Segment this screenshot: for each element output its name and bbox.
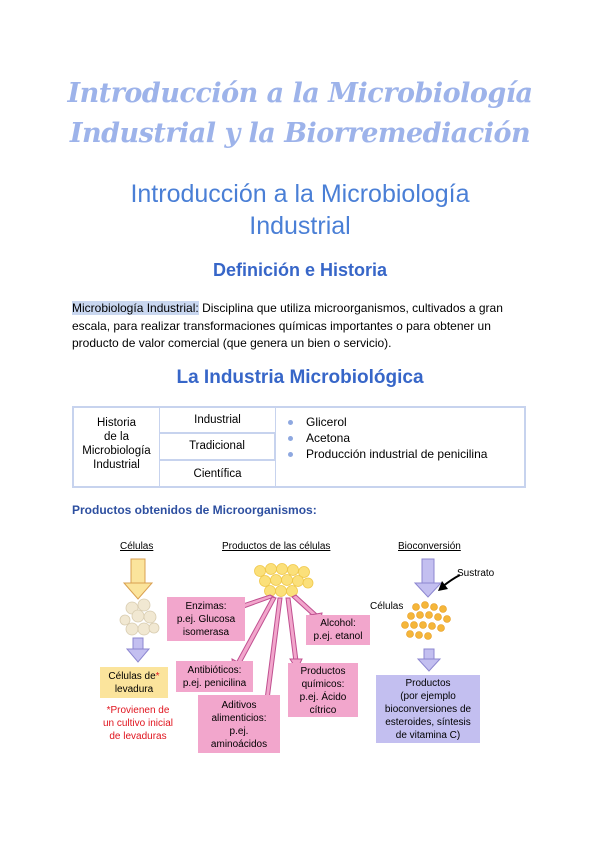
definition-paragraph (72, 300, 532, 353)
enzymes-box: Enzimas: p.ej. Glucosa isomerasa (167, 597, 245, 641)
table-traditional-cell: Tradicional (160, 434, 276, 461)
document-title-line-2: Industrial y la Biorremediación (69, 118, 531, 149)
left-down-arrow-icon (124, 559, 152, 599)
list-item: Glicerol (286, 414, 522, 430)
products-section-title: Productos obtenidos de Microorganismos: (72, 503, 317, 517)
industry-table (72, 406, 526, 488)
history-line-1: Historia (97, 417, 136, 429)
history-line-4: Industrial (93, 459, 140, 471)
products-diagram (80, 535, 520, 765)
yeast-origin-note: *Provienen de un cultivo inicial de levaduras (102, 705, 174, 742)
subsection-industry-title: La Industria Microbiológica (176, 367, 424, 388)
label-substrate: Sustrato (457, 568, 495, 579)
right-second-arrow-icon (418, 649, 440, 671)
section-title-line-2: Industrial (249, 212, 351, 240)
section-title-line-1: Introducción a la Microbiología (130, 180, 470, 208)
list-item: Producción industrial de penicilina (286, 446, 522, 462)
alcohol-box: Alcohol: p.ej. etanol (306, 615, 370, 645)
right-down-arrow-icon (415, 559, 441, 597)
table-industrial-cell: Industrial (160, 408, 276, 434)
document-title-line-1: Introducción a la Microbiología (67, 78, 533, 109)
yeast-cells-icon (120, 599, 159, 635)
bullet-icon (288, 436, 293, 441)
definition-text-3: producto de valor comercial (que genera un bien o servicio). (72, 336, 392, 350)
label-cell-products: Productos de las células (222, 541, 331, 552)
food-additives-box: Aditivos alimenticios: p.ej. aminoácidos (198, 695, 280, 753)
bullet-icon (288, 452, 293, 457)
table-scientific-cell: Científica (160, 461, 276, 486)
definition-text-1: Disciplina que utiliza microorganismos, cultivados a gran (198, 301, 503, 315)
list-item: Acetona (286, 430, 522, 446)
bioconversion-products-box: Productos (por ejemplo bioconversiones de esteroides, síntesis de vitamina C) (376, 675, 480, 743)
label-cells: Células (120, 541, 154, 552)
bioconversion-cells-icon (402, 602, 451, 640)
left-second-arrow-icon (127, 638, 149, 662)
antibiotics-box: Antibióticos: p.ej. penicilina (176, 661, 253, 692)
history-line-3: Microbiología (82, 445, 151, 457)
product-cells-icon (255, 564, 314, 597)
chemicals-box: Productos químicos: p.ej. Ácido cítrico (288, 663, 358, 717)
label-bioconversion: Bioconversión (398, 541, 461, 552)
definition-term: Microbiología Industrial: (72, 301, 199, 315)
table-examples-list (286, 414, 522, 462)
definition-text-2: escala, para realizar transformaciones químicas importantes o para obtener un (72, 318, 491, 333)
subsection-definition-title: Definición e Historia (212, 260, 388, 280)
label-cells-bioconversion: Células (370, 601, 404, 612)
table-history-cell (74, 408, 160, 486)
bullet-icon (288, 420, 293, 425)
history-line-2: de la (104, 431, 129, 443)
yeast-cells-box: Células de* levadura (100, 667, 168, 698)
